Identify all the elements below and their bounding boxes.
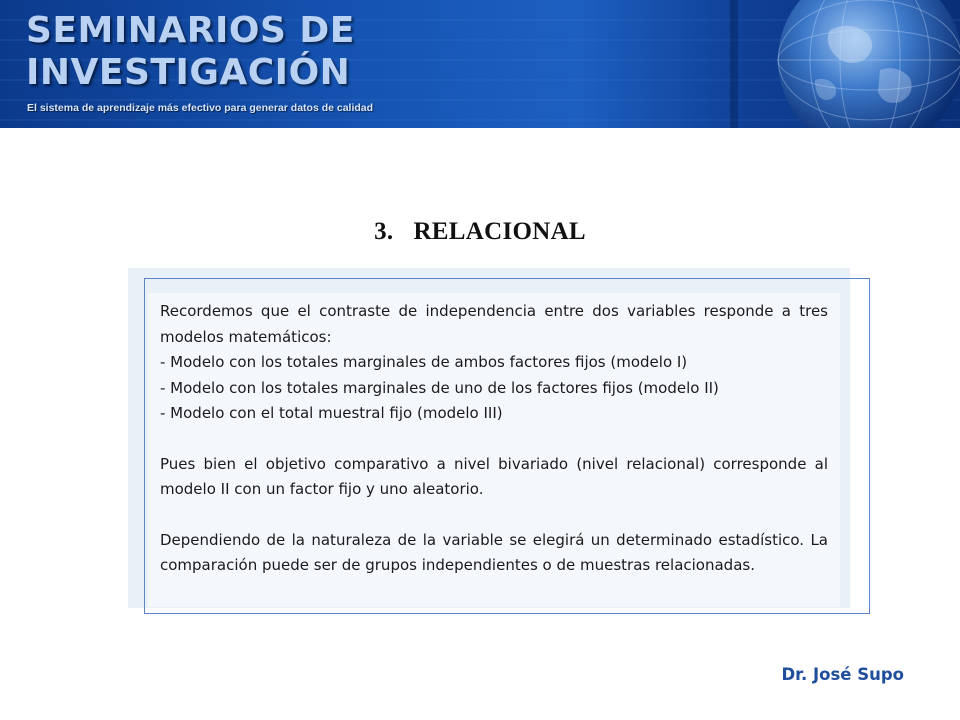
- header-banner: [0, 0, 960, 128]
- section-title: RELACIONAL: [413, 218, 586, 245]
- section-heading: [0, 218, 960, 246]
- globe-icon: [720, 0, 960, 128]
- section-number: 3.: [374, 218, 394, 245]
- model-item-2: - Modelo con los totales marginales de uno de los factores fijos (modelo II): [160, 378, 719, 397]
- content-box: [148, 293, 840, 607]
- model-item-1: - Modelo con los totales marginales de ambos factores fijos (modelo I): [160, 353, 688, 371]
- statistic-paragraph: Dependiendo de la naturaleza de la variable se elegirá un determinado estadístico. La comparación puede ser de grupos independientes o de muestras relacionadas.: [160, 530, 828, 574]
- paragraph-spacer: [160, 503, 828, 528]
- objective-paragraph: Pues bien el objetivo comparativo a nivel bivariado (nivel relacional) corresponde al modelo II con un factor fijo y uno aleatorio.: [160, 454, 828, 498]
- banner-subtitle: El sistema de aprendizaje más efectivo para generar datos de calidad: [27, 102, 374, 114]
- banner-title-line2: INVESTIGACIÓN: [26, 52, 351, 93]
- model-item-3: - Modelo con el total muestral fijo (modelo III): [160, 404, 503, 422]
- banner-title-line1: SEMINARIOS DE: [26, 10, 355, 51]
- author-name: Dr. José Supo: [781, 665, 904, 684]
- intro-paragraph: Recordemos que el contraste de independencia entre dos variables responde a tres modelos matemáticos:: [160, 302, 828, 346]
- paragraph-spacer: [160, 427, 828, 452]
- banner-title: [26, 10, 355, 94]
